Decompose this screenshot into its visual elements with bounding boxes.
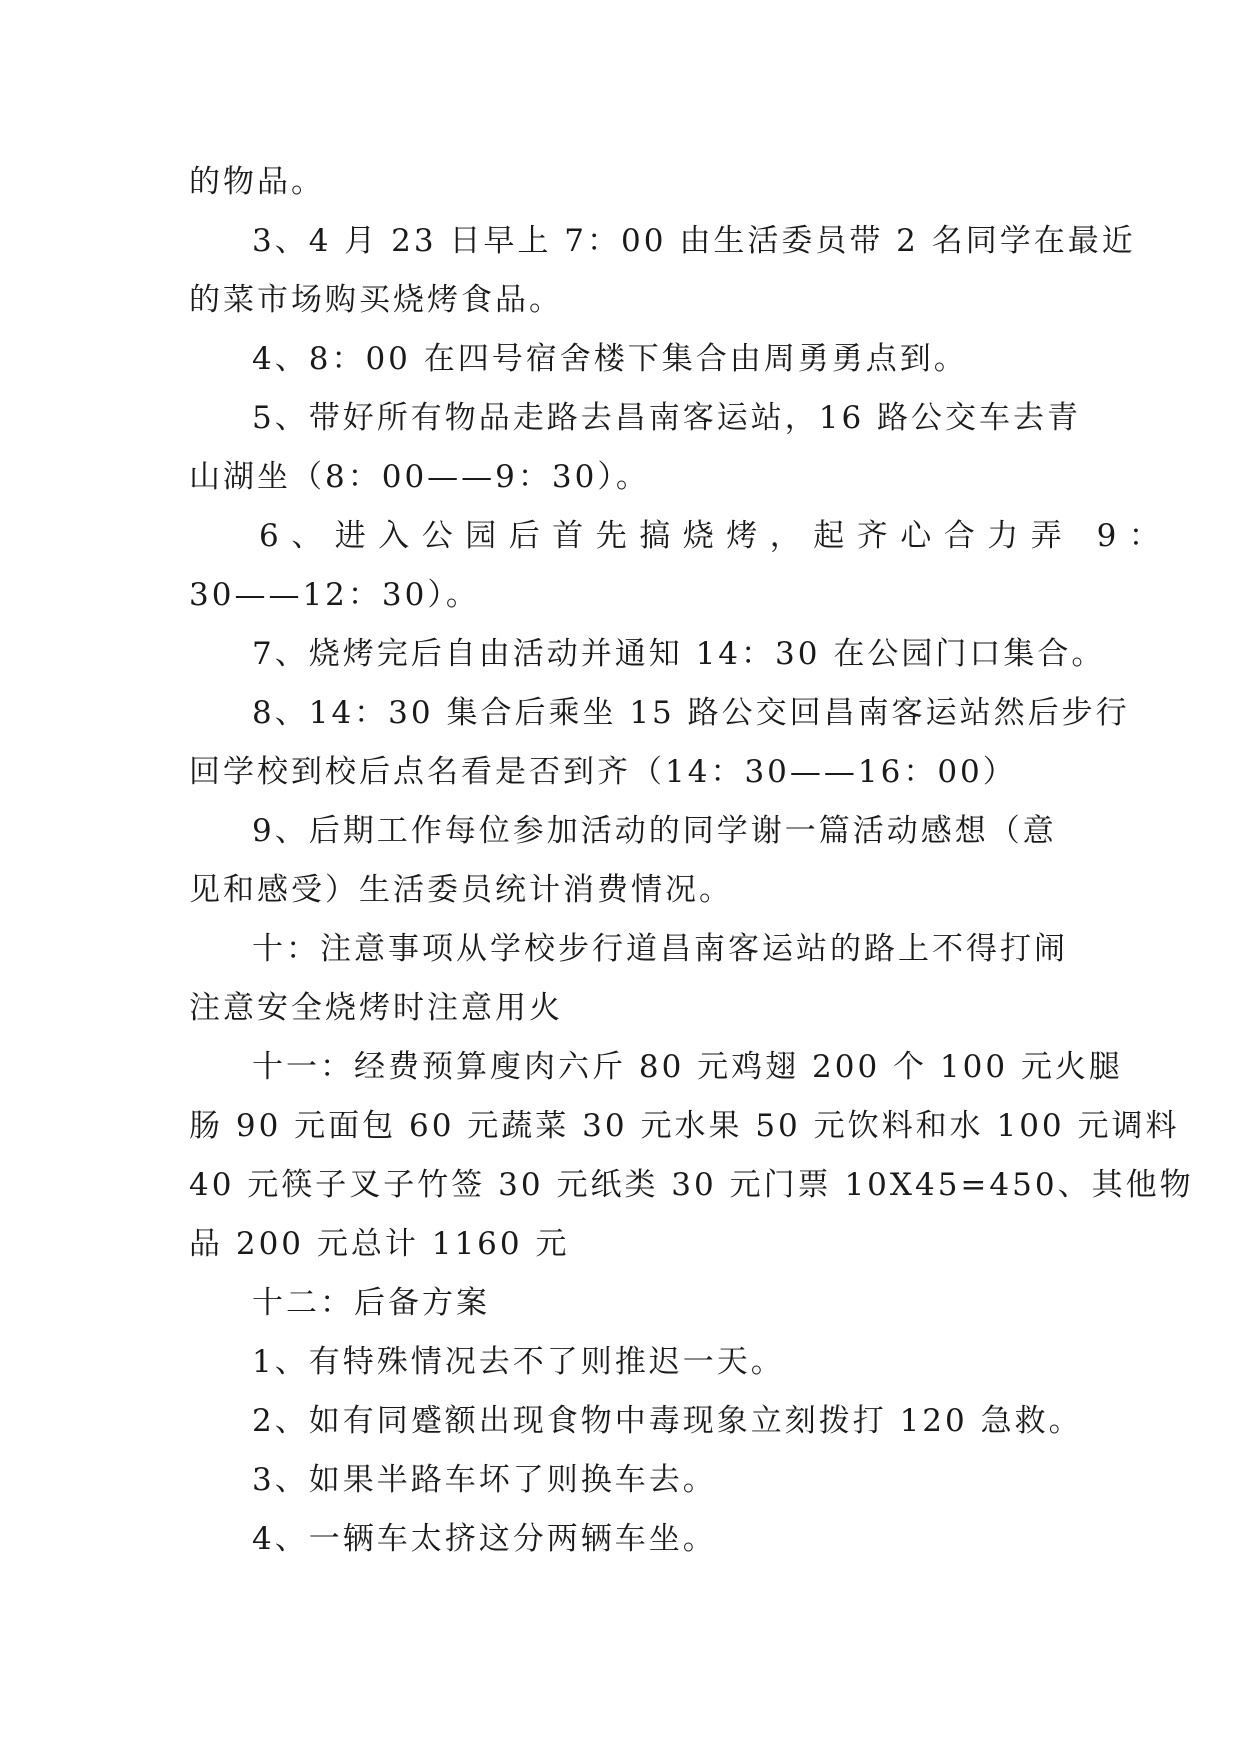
paragraph-line: 2、如有同蹙额出现食物中毒现象立刻拨打 120 急救。 [252,1403,1083,1439]
paragraph-line: 山湖坐（8：00——9：30）。 [189,459,650,495]
paragraph-line: 回学校到校后点名看是否到齐（14：30——16：00） [189,754,1017,790]
paragraph-line: 品 200 元总计 1160 元 [189,1226,570,1262]
paragraph-line: 4、8：00 在四号宿舍楼下集合由周勇勇点到。 [252,341,968,377]
paragraph-line: 3、如果半路车坏了则换车去。 [252,1462,717,1498]
paragraph-line: 注意安全烧烤时注意用火 [189,990,563,1026]
paragraph-line: 1、有特殊情况去不了则推迟一天。 [252,1344,785,1380]
paragraph-line: 的菜市场购买烧烤食品。 [189,282,563,318]
paragraph-line: 8、14：30 集合后乘坐 15 路公交回昌南客运站然后步行 [252,695,1130,731]
paragraph-line: 肠 90 元面包 60 元蔬菜 30 元水果 50 元饮料和水 100 元调料 [189,1108,1180,1144]
paragraph-line: 的物品。 [189,164,325,200]
paragraph-line: 3、4 月 23 日早上 7：00 由生活委员带 2 名同学在最近 [252,223,1136,259]
paragraph-line: 30——12：30）。 [189,577,480,613]
paragraph-line: 9、后期工作每位参加活动的同学谢一篇活动感想（意 [252,813,1057,849]
paragraph-line: 7、烧烤完后自由活动并通知 14：30 在公园门口集合。 [252,636,1106,672]
paragraph-line: 十一：经费预算廋肉六斤 80 元鸡翅 200 个 100 元火腿 [252,1049,1123,1085]
paragraph-line: 见和感受）生活委员统计消费情况。 [189,872,733,908]
paragraph-line: 4、一辆车太挤这分两辆车坐。 [252,1521,717,1557]
paragraph-line: 5、带好所有物品走路去昌南客运站，16 路公交车去青 [252,400,1082,436]
paragraph-line: 6、进入公园后首先搞烧烤，起齐心合力弄 9： [259,518,1173,554]
paragraph-line: 十：注意事项从学校步行道昌南客运站的路上不得打闹 [252,931,1068,967]
paragraph-line: 十二：后备方案 [252,1285,490,1321]
paragraph-line: 40 元筷子叉子竹签 30 元纸类 30 元门票 10X45=450、其他物 [189,1167,1194,1203]
document-body [189,153,1194,1569]
